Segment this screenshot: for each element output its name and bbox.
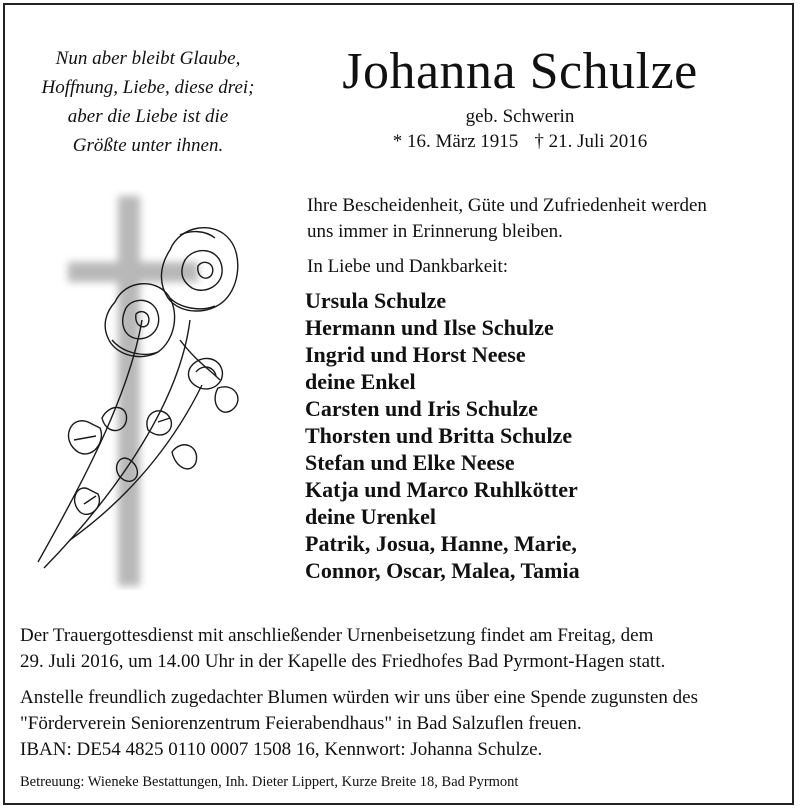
cross-and-roses-illustration	[30, 190, 270, 590]
mourner: Thorsten und Britta Schulze	[305, 423, 573, 448]
message-line: Ihre Bescheidenheit, Güte und Zufriedenheit werden	[307, 195, 707, 216]
deceased-name: Johanna Schulze	[342, 43, 698, 100]
mourner: deine Urenkel	[305, 504, 436, 529]
mourner: Ursula Schulze	[305, 288, 447, 313]
mourner: Stefan und Elke Neese	[305, 450, 515, 475]
service-line: Der Trauergottesdienst mit anschließender Urnenbeisetzung findet am Freitag, dem	[20, 625, 654, 646]
mourner: Carsten und Iris Schulze	[305, 396, 538, 421]
message-line: uns immer in Erinnerung bleiben.	[307, 221, 563, 242]
bible-verse	[12, 44, 284, 160]
donation-line: "Förderverein Seniorenzentrum Feierabendhaus" in Bad Salzuflen freuen.	[20, 713, 582, 734]
mourner: Connor, Oscar, Malea, Tamia	[305, 558, 580, 583]
mourners-list	[305, 287, 580, 584]
mourner: Patrik, Josua, Hanne, Marie,	[305, 531, 577, 556]
mourner: deine Enkel	[305, 369, 416, 394]
verse-line: Nun aber bleibt Glaube,	[55, 48, 241, 69]
verse-line: Hoffnung, Liebe, diese drei;	[41, 77, 255, 98]
verse-line: Größte unter ihnen.	[72, 135, 224, 156]
donation-line: IBAN: DE54 4825 0110 0007 1508 16, Kennwort: Johanna Schulze.	[20, 739, 543, 760]
remembrance-message	[307, 193, 777, 245]
thanks-line: In Liebe und Dankbarkeit:	[307, 256, 509, 277]
funeral-home-credit: Betreuung: Wieneke Bestattungen, Inh. Dieter Lippert, Kurze Breite 18, Bad Pyrmont	[20, 774, 519, 790]
donation-line: Anstelle freundlich zugedachter Blumen würden wir uns über eine Spende zugunsten des	[20, 687, 698, 708]
mourner: Hermann und Ilse Schulze	[305, 315, 554, 340]
mourner: Katja und Marco Ruhlkötter	[305, 477, 578, 502]
death-date: † 21. Juli 2016	[534, 131, 648, 152]
birth-date: * 16. März 1915	[392, 131, 519, 152]
donation-notice	[20, 685, 790, 763]
mourner: Ingrid und Horst Neese	[305, 342, 526, 367]
life-dates	[300, 131, 740, 153]
birth-name: geb. Schwerin	[465, 106, 575, 127]
verse-line: aber die Liebe ist die	[67, 106, 229, 127]
service-line: 29. Juli 2016, um 14.00 Uhr in der Kapelle des Friedhofes Bad Pyrmont-Hagen statt.	[20, 651, 666, 672]
funeral-service-notice	[20, 623, 790, 675]
